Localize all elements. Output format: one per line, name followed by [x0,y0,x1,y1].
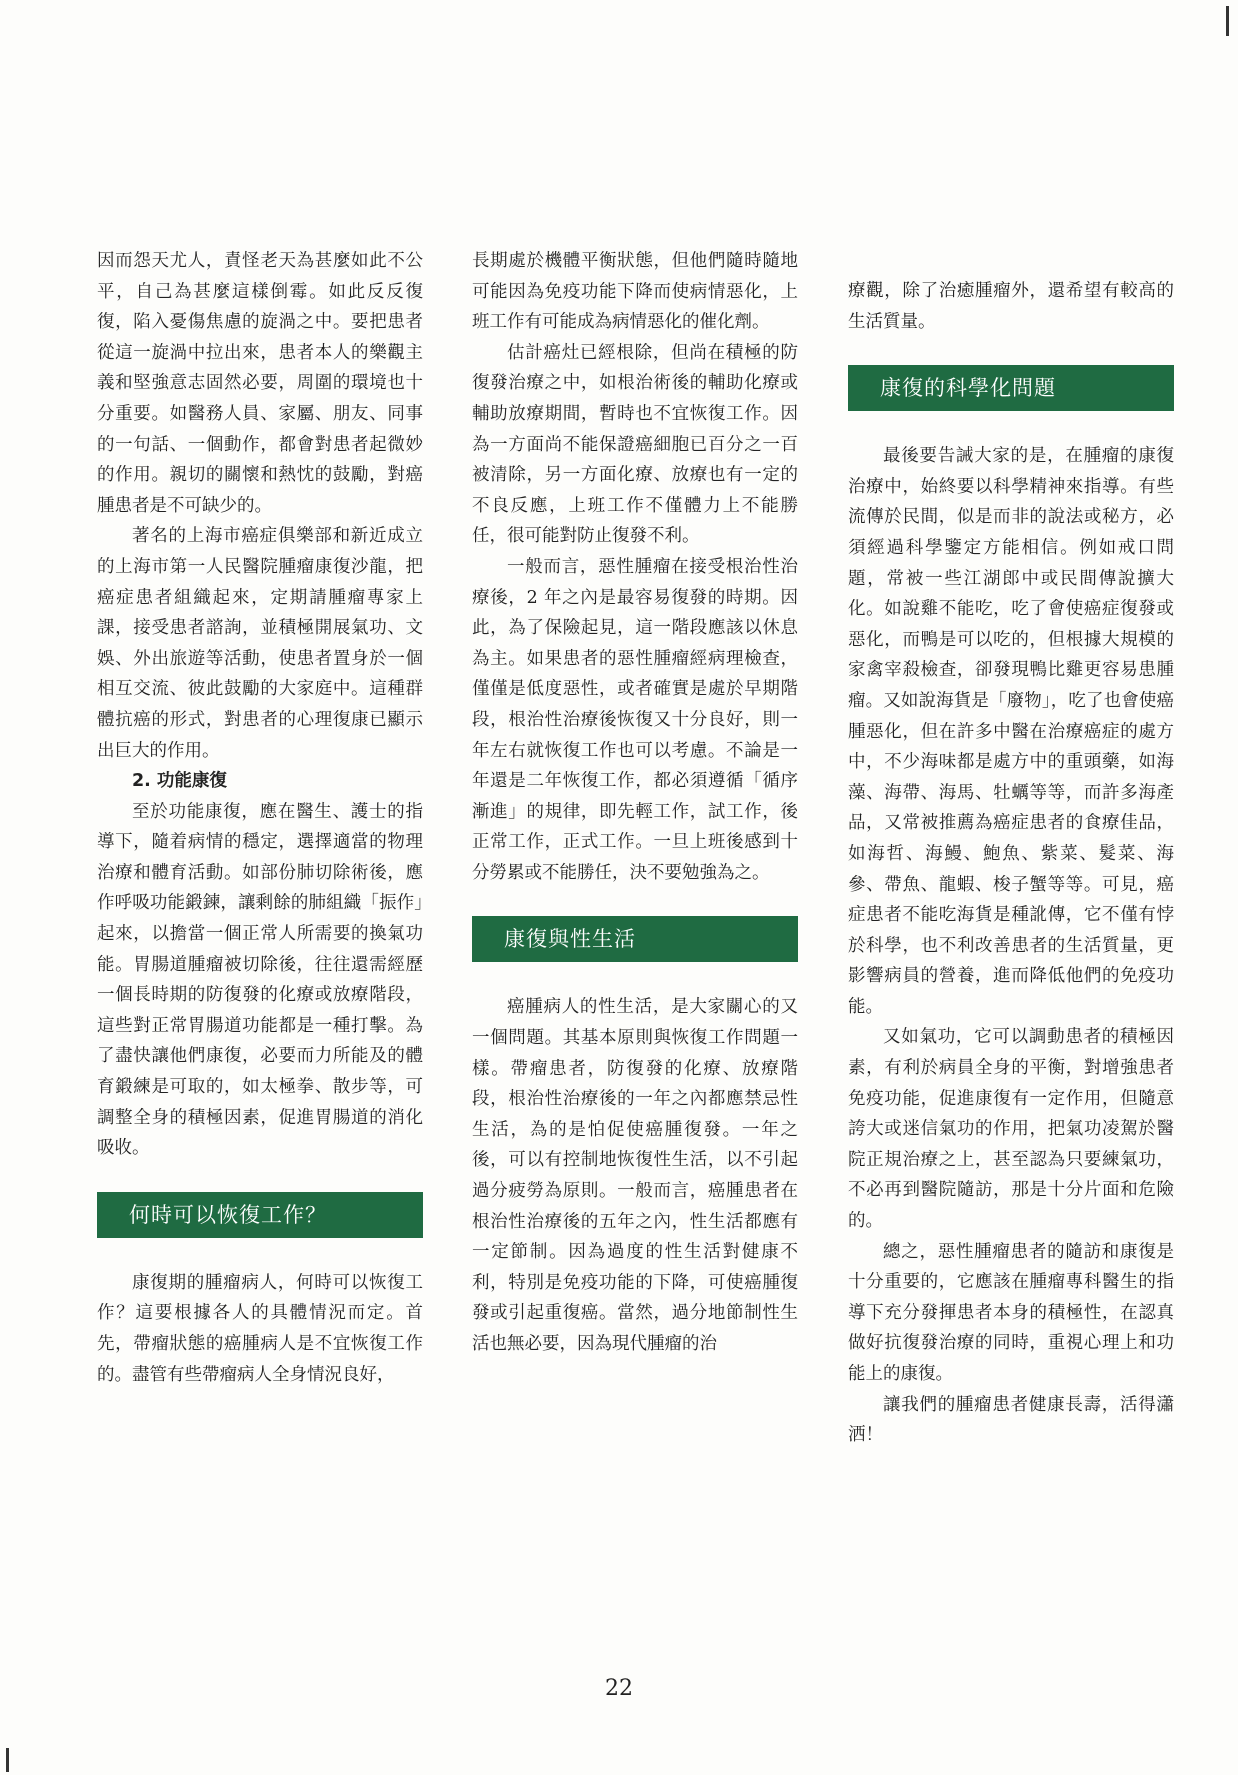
paragraph: 一般而言，惡性腫瘤在接受根治性治療後，2 年之內是最容易復發的時期。因此，為了保險起見，這一階段應該以休息為主。如果患者的惡性腫瘤經病理檢查，僅僅是低度惡性，或者確實是處於早期階段，根治性治療後恢復又十分良好，則一年左右就恢復工作也可以考慮。不論是一年還是二年恢復工作，都必須遵循「循序漸進」的規律，即先輕工作，試工作，後正常工作，正式工作。一旦上班後感到十分勞累或不能勝任，決不要勉強為之。 [472,556,798,883]
paragraph: 因而怨天尤人，責怪老天為甚麼如此不公平，自己為甚麼這樣倒霉。如此反反復復，陷入憂傷焦慮的旋渦之中。要把患者從這一旋渦中拉出來，患者本人的樂觀主義和堅強意志固然必要，周圍的環境也十分重要。如醫務人員、家屬、朋友、同事的一句話、一個動作，都會對患者起微妙的作用。親切的關懷和熱忱的鼓勵，對癌腫患者是不可缺少的。 [97,251,423,516]
subheading: 2. 功能康復 [132,771,227,792]
paragraph: 估計癌灶已經根除，但尚在積極的防復發治療之中，如根治術後的輔助化療或輔助放療期間，暫時也不宜恢復工作。因為一方面尚不能保證癌細胞已百分之一百被清除，另一方面化療、放療也有一定的不良反應，上班工作不僅體力上不能勝任，很可能對防止復發不利。 [472,342,798,547]
paragraph: 著名的上海市癌症俱樂部和新近成立的上海市第一人民醫院腫瘤康復沙龍，把癌症患者組織起來，定期請腫瘤專家上課，接受患者諮詢，並積極開展氣功、文娛、外出旅遊等活動，使患者置身於一個相互交流、彼此鼓勵的大家庭中。這種群體抗癌的形式，對患者的心理復康已顯示出巨大的作用。 [97,526,423,761]
column-1 [97,246,423,1390]
paragraph: 癌腫病人的性生活，是大家關心的又一個問題。其基本原則與恢復工作問題一樣。帶瘤患者，防復發的化療、放療階段，根治性治療後的一年之內都應禁忌性生活，為的是怕促使癌腫復發。一年之後，可以有控制地恢復性生活，以不引起過分疲勞為原則。一般而言，癌腫患者在根治性治療後的五年之內，性生活都應有一定節制。因為過度的性生活對健康不利，特別是免疫功能的下降，可使癌腫復發或引起重復癌。當然，過分地節制性生活也無必要，因為現代腫瘤的治 [472,997,798,1354]
page-number: 22 [605,1676,633,1701]
column-3 [848,276,1174,1451]
paragraph: 長期處於機體平衡狀態，但他們隨時隨地可能因為免疫功能下降而使病情惡化，上班工作有可能成為病情惡化的催化劑。 [472,251,798,333]
section-heading: 康復的科學化問題 [848,365,1174,411]
paragraph: 最後要告誡大家的是，在腫瘤的康復治療中，始終要以科學精神來指導。有些流傳於民間，似是而非的說法或秘方，必須經過科學鑒定方能相信。例如戒口問題，常被一些江湖郎中或民間傳說擴大化。如說雞不能吃，吃了會使癌症復發或惡化，而鴨是可以吃的，但根據大規模的家禽宰殺檢查，卻發現鴨比雞更容易患腫瘤。又如說海貨是「廢物」，吃了也會使癌腫惡化，但在許多中醫在治療癌症的處方中，不少海味都是處方中的重頭藥，如海藻、海帶、海馬、牡蠣等等，而許多海產品，又常被推薦為癌症患者的食療佳品，如海哲、海鰻、鮑魚、紫菜、髮菜、海參、帶魚、龍蝦、梭子蟹等等。可見，癌症患者不能吃海貨是種訛傳，它不僅有悖於科學，也不利改善患者的生活質量，更影響病員的營養，進而降低他們的免疫功能。 [848,446,1174,1017]
paragraph: 至於功能康復，應在醫生、護士的指導下，隨着病情的穩定，選擇適當的物理治療和體育活動。如部份肺切除術後，應作呼吸功能鍛鍊，讓剩餘的肺組織「振作」起來，以擔當一個正常人所需要的換氣功能。胃腸道腫瘤被切除後，往往還需經歷一個長時期的防復發的化療或放療階段，這些對正常胃腸道功能都是一種打擊。為了盡快讓他們康復，必要而力所能及的體育鍛練是可取的，如太極拳、散步等，可調整全身的積極因素，促進胃腸道的消化吸收。 [97,801,423,1159]
section-heading: 康復與性生活 [472,916,798,962]
paragraph: 總之，惡性腫瘤患者的隨訪和康復是十分重要的，它應該在腫瘤專科醫生的指導下充分發揮患者本身的積極性，在認真做好抗復發治療的同時，重視心理上和功能上的康復。 [848,1241,1174,1384]
scan-edge-mark [1226,6,1229,36]
section-heading: 何時可以恢復工作？ [97,1192,423,1238]
scan-edge-mark [6,1748,9,1772]
paragraph: 又如氣功，它可以調動患者的積極因素，有利於病員全身的平衡，對增強患者免疫功能，促進康復有一定作用，但隨意誇大或迷信氣功的作用，把氣功凌駕於醫院正規治療之上，甚至認為只要練氣功，不必再到醫院隨訪，那是十分片面和危險的。 [848,1027,1174,1232]
column-2 [472,246,798,1360]
paragraph: 康復期的腫瘤病人，何時可以恢復工作？這要根據各人的具體情況而定。首先，帶瘤狀態的癌腫病人是不宜恢復工作的。盡管有些帶瘤病人全身情況良好， [97,1272,423,1385]
paragraph: 讓我們的腫瘤患者健康長壽，活得瀟洒！ [848,1394,1174,1446]
paragraph: 療觀，除了治癒腫瘤外，還希望有較高的生活質量。 [848,281,1174,332]
